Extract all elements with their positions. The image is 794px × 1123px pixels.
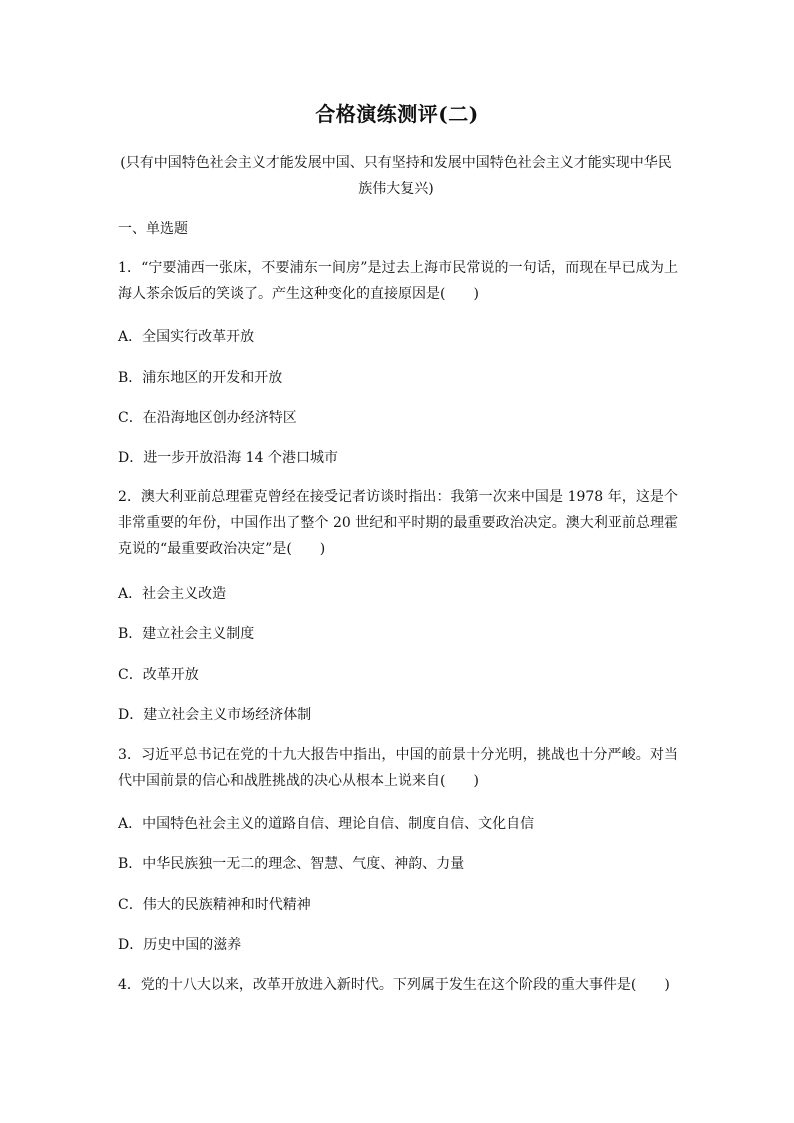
section-heading: 一、单选题: [118, 221, 188, 237]
question-1-option-c: C．在沿海地区创办经济特区: [118, 410, 297, 426]
question-1-text: 1．“宁要浦西一张床，不要浦东一间房”是过去上海市民常说的一句话，而现在早已成为上海人茶余饭后的笑谈了。产生这种变化的直接原因是( ): [118, 260, 678, 302]
page-subtitle: (只有中国特色社会主义才能发展中国、只有坚持和发展中国特色社会主义才能实现中华民族伟大复兴): [120, 155, 672, 197]
question-2-option-c: C．改革开放: [118, 667, 199, 683]
question-3-option-a: A．中国特色社会主义的道路自信、理论自信、制度自信、文化自信: [118, 816, 535, 832]
question-1-option-a: A．全国实行改革开放: [118, 329, 255, 345]
question-2-option-b: B．建立社会主义制度: [118, 626, 255, 642]
question-3-option-d: D．历史中国的滋养: [118, 937, 242, 953]
question-3-text: 3．习近平总书记在党的十九大报告中指出，中国的前景十分光明，挑战也十分严峻。对当代中国前景的信心和战胜挑战的决心从根本上说来自( ): [118, 747, 678, 789]
question-2-option-a: A．社会主义改造: [118, 586, 227, 602]
question-1-option-d: D．进一步开放沿海 14 个港口城市: [118, 450, 338, 466]
question-4-text: 4．党的十八大以来，改革开放进入新时代。下列属于发生在这个阶段的重大事件是( ): [118, 977, 670, 993]
question-1-option-b: B．浦东地区的开发和开放: [118, 370, 283, 386]
question-2-text: 2．澳大利亚前总理霍克曾经在接受记者访谈时指出：我第一次来中国是 1978 年，这是个非常重要的年份，中国作出了整个 20 世纪和平时期的最重要政治决定。澳大利亚前总理霍克说的“最重要政治决定”是( ): [118, 489, 678, 557]
question-3-option-c: C．伟大的民族精神和时代精神: [118, 897, 311, 913]
question-2-option-d: D．建立社会主义市场经济体制: [118, 707, 312, 723]
page-title: 合格演练测评(二): [315, 102, 479, 126]
question-3-option-b: B．中华民族独一无二的理念、智慧、气度、神韵、力量: [118, 856, 465, 872]
